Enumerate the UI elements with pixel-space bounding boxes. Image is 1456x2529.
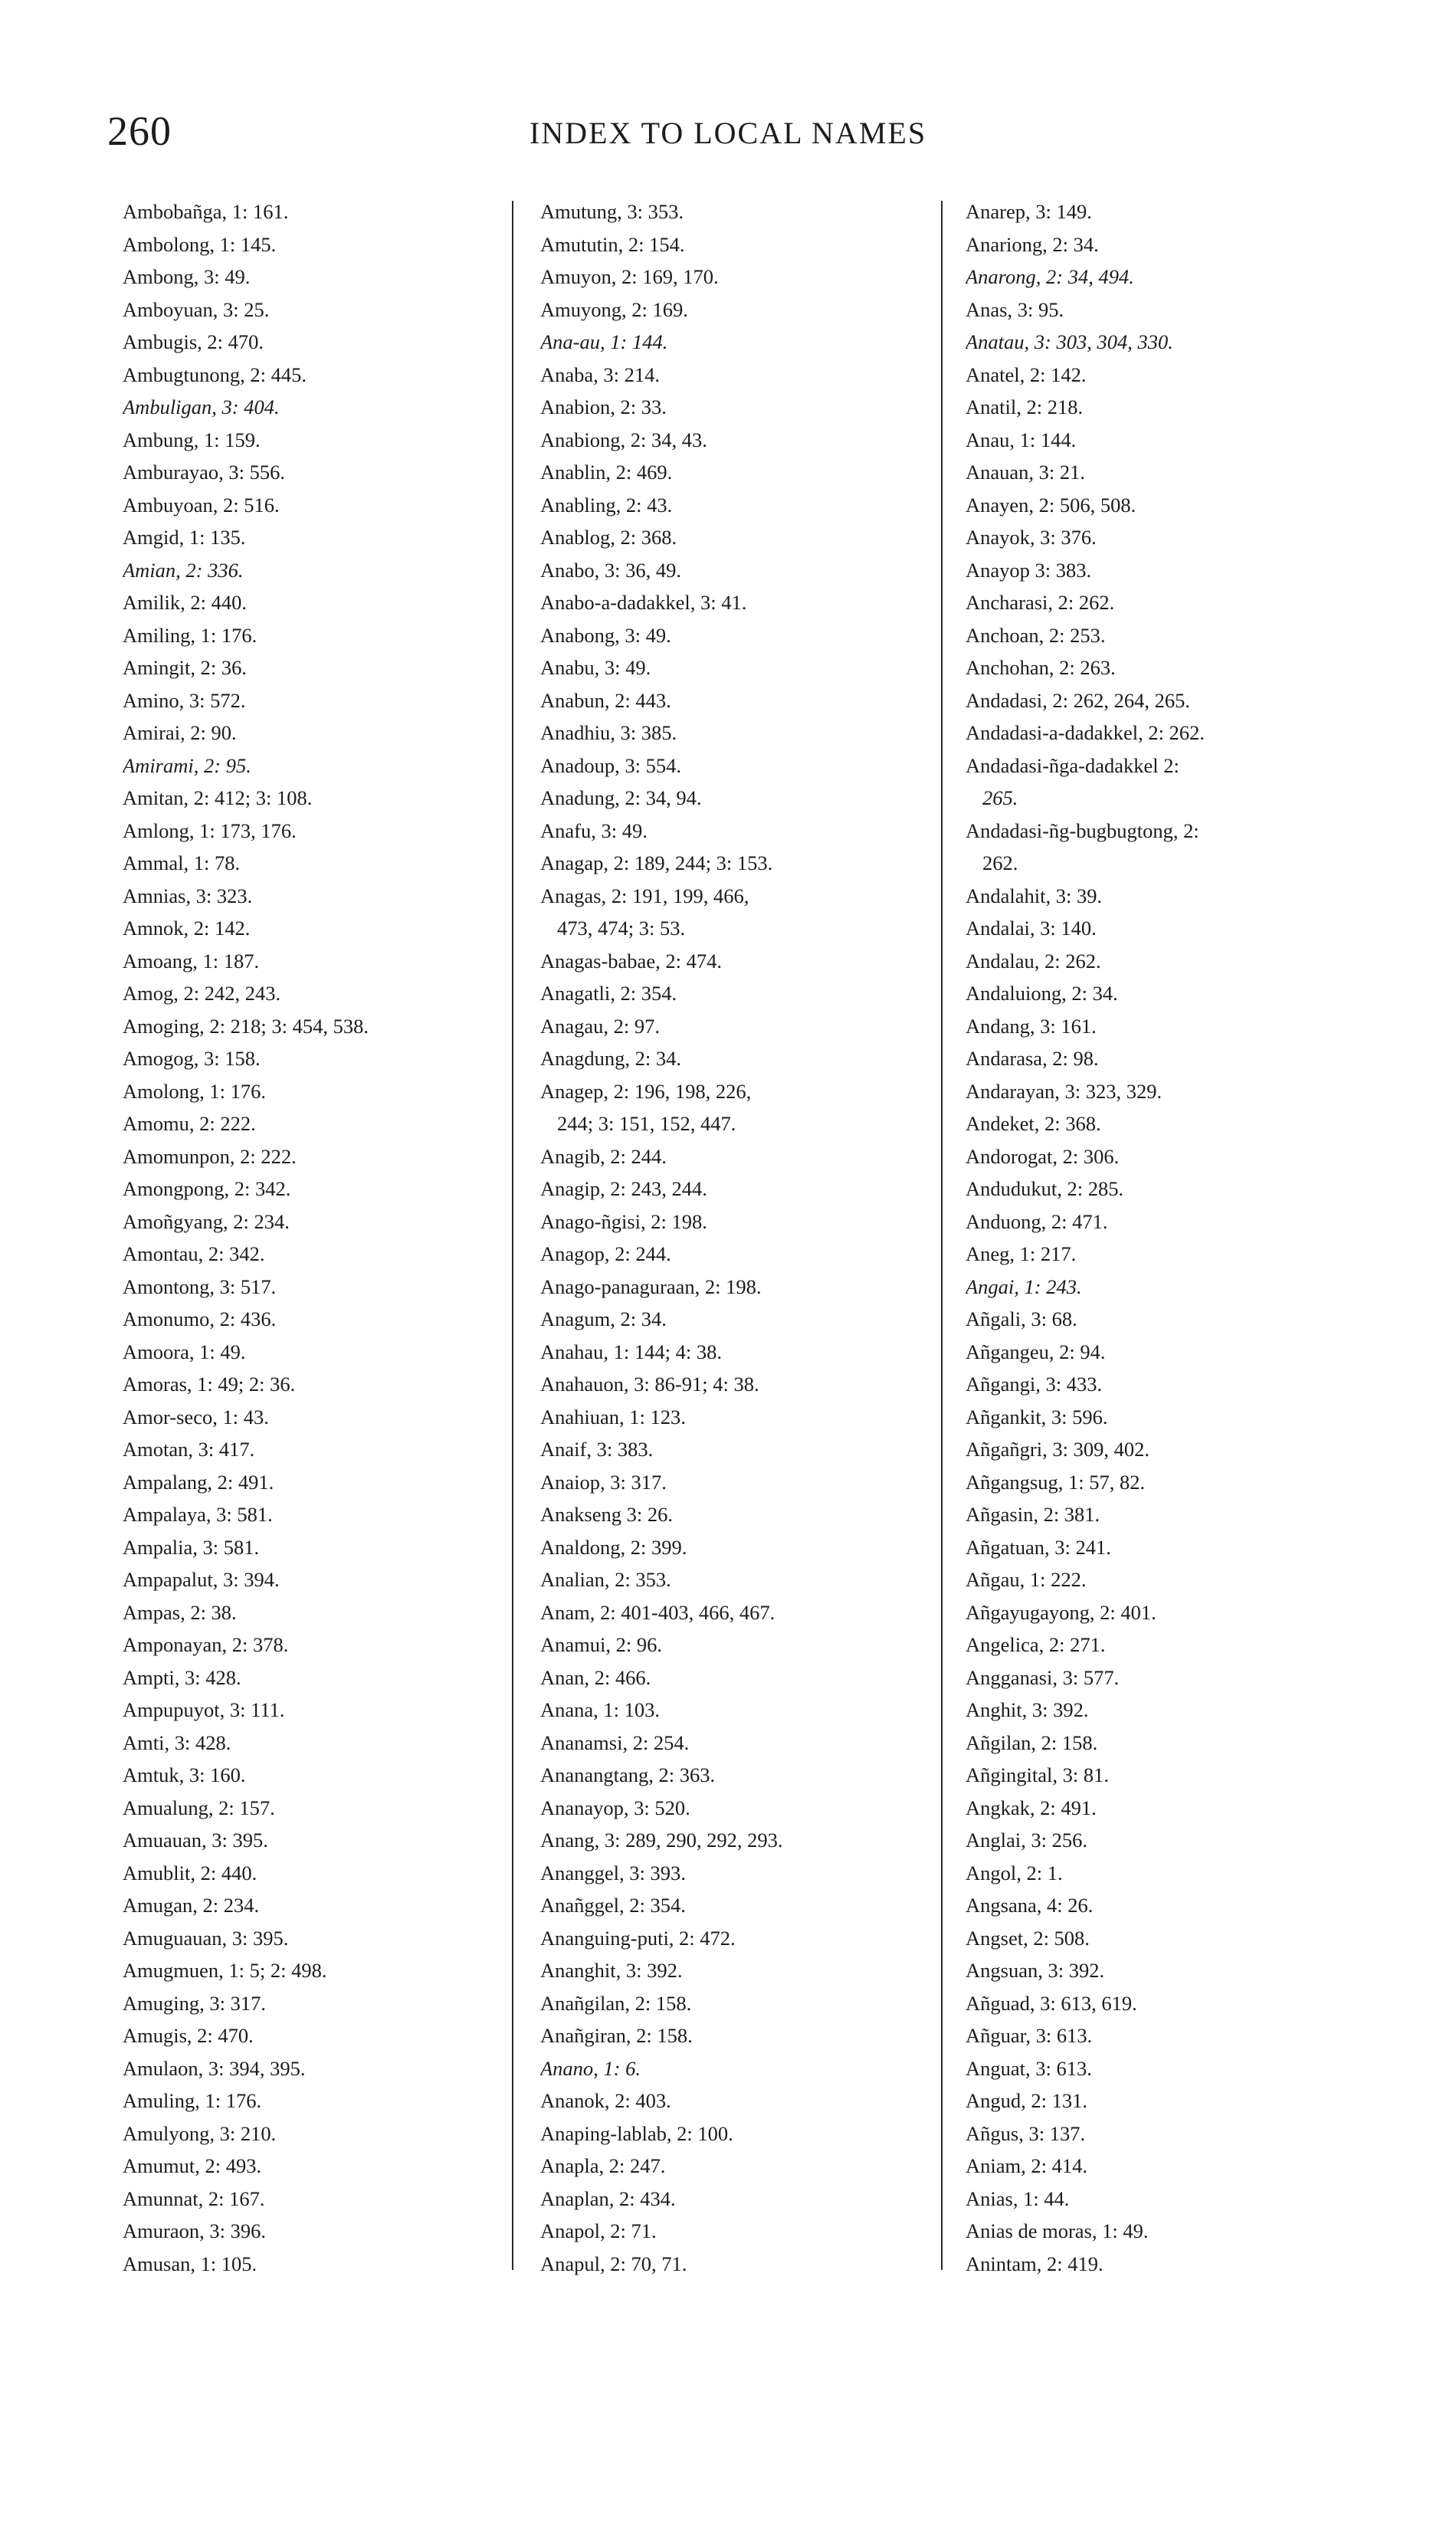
index-entry: Andalau, 2: 262. (966, 949, 1101, 973)
index-entry: Anau, 1: 144. (966, 428, 1077, 451)
index-entry: Ancharasi, 2: 262. (966, 591, 1115, 614)
index-entry: Ambung, 1: 159. (123, 428, 261, 451)
index-entry: Añgankit, 3: 596. (966, 1405, 1108, 1429)
index-entry: Amoang, 1: 187. (123, 949, 260, 973)
index-entry: Añgasin, 2: 381. (966, 1503, 1100, 1526)
index-entry: Anagib, 2: 244. (540, 1144, 667, 1168)
index-entry: Andarayan, 3: 323, 329. (966, 1079, 1163, 1103)
index-entry: Anaif, 3: 383. (540, 1438, 654, 1461)
index-entry: Amiling, 1: 176. (123, 623, 257, 647)
index-entry: Amomu, 2: 222. (123, 1112, 256, 1135)
index-entry: Amugan, 2: 234. (123, 1894, 260, 1917)
index-entry: Angsuan, 3: 392. (966, 1959, 1105, 1982)
index-entry: Añgatuan, 3: 241. (966, 1535, 1111, 1559)
index-entry: Amumut, 2: 493. (123, 2154, 262, 2177)
index-entry: Anañgilan, 2: 158. (540, 1991, 692, 2015)
index-entry: Anatau, 3: 303, 304, 330. (966, 330, 1173, 353)
index-entry: Anadoup, 3: 554. (540, 753, 682, 777)
index-entry: Angelica, 2: 271. (966, 1633, 1106, 1656)
index-entry: Anam, 2: 401-403, 466, 467. (540, 1600, 776, 1624)
index-entry: Amusan, 1: 105. (123, 2252, 257, 2275)
index-entry: Ananghit, 3: 392. (540, 1959, 683, 1982)
index-entry: Anghit, 3: 392. (966, 1698, 1089, 1721)
index-entry: Anayok, 3: 376. (966, 526, 1097, 549)
column-divider (512, 201, 513, 2270)
index-entry: Angol, 2: 1. (966, 1861, 1063, 1884)
index-entry: Anagap, 2: 189, 244; 3: 153. (540, 851, 773, 874)
index-entry: Andeket, 2: 368. (966, 1112, 1101, 1135)
index-entry: Anglai, 3: 256. (966, 1829, 1087, 1852)
index-entry: Anabiong, 2: 34, 43. (540, 428, 707, 451)
index-entry: Amogog, 3: 158. (123, 1047, 261, 1070)
index-entry: Andorogat, 2: 306. (966, 1144, 1120, 1168)
index-entry: Anabo-a-dadakkel, 3: 41. (540, 591, 747, 614)
index-entry: Amugis, 2: 470. (123, 2024, 254, 2047)
index-entry: Anas, 3: 95. (966, 297, 1064, 321)
index-entry: Anañggel, 2: 354. (540, 1894, 686, 1917)
index-entry: Andadasi, 2: 262, 264, 265. (966, 688, 1190, 712)
index-entry: Amino, 3: 572. (123, 688, 246, 712)
index-entry: Amgid, 1: 135. (123, 526, 246, 549)
index-entry: Anagdung, 2: 34. (540, 1047, 682, 1070)
index-entry: Amutung, 3: 353. (540, 200, 684, 223)
index-entry: Anarep, 3: 149. (966, 200, 1092, 223)
index-entry: Amog, 2: 242, 243. (123, 982, 281, 1005)
index-entry: Anaba, 3: 214. (540, 362, 661, 386)
index-entry: Anagip, 2: 243, 244. (540, 1177, 707, 1200)
index-entry: Andadasi-ñg-bugbugtong, 2: (966, 818, 1199, 842)
index-entry: Anagatli, 2: 354. (540, 982, 677, 1005)
index-entry: Añgau, 1: 222. (966, 1568, 1087, 1591)
index-entry: Amoging, 2: 218; 3: 454, 538. (123, 1014, 369, 1038)
index-entry: Ana-au, 1: 144. (540, 330, 668, 353)
index-entry: Ambugtunong, 2: 445. (123, 362, 307, 386)
index-entry: Amonumo, 2: 436. (123, 1307, 277, 1330)
index-entry: Añguar, 3: 613. (966, 2024, 1093, 2047)
index-entry: Anahau, 1: 144; 4: 38. (540, 1340, 722, 1363)
index-entry: Ampalia, 3: 581. (123, 1535, 260, 1559)
index-entry: Anayop 3: 383. (966, 558, 1092, 582)
page-number: 260 (107, 108, 172, 154)
index-entry: Ananok, 2: 403. (540, 2089, 671, 2112)
index-entry: Andaluiong, 2: 34. (966, 982, 1118, 1005)
index-entry: Añgali, 3: 68. (966, 1307, 1077, 1330)
index-entry: Angset, 2: 508. (966, 1926, 1090, 1950)
index-entry: Anias de moras, 1: 49. (966, 2219, 1149, 2242)
index-entry: Andalahit, 3: 39. (966, 884, 1103, 907)
index-entry: Anadung, 2: 34, 94. (540, 786, 702, 809)
index-entry: Ampti, 3: 428. (123, 1665, 241, 1689)
index-column-2 (540, 195, 939, 2280)
index-entry: Añgangi, 3: 433. (966, 1373, 1103, 1396)
index-column-3 (966, 195, 1364, 2280)
index-entry: Ananggel, 3: 393. (540, 1861, 686, 1884)
index-entry: Amtuk, 3: 160. (123, 1763, 246, 1786)
index-entry: Amti, 3: 428. (123, 1730, 231, 1754)
index-entry: Anariong, 2: 34. (966, 232, 1099, 256)
index-entry-continuation: 262. (982, 851, 1018, 874)
index-entry: Anchoan, 2: 253. (966, 623, 1106, 647)
index-entry: Anguat, 3: 613. (966, 2056, 1092, 2080)
index-entry: Ampas, 2: 38. (123, 1600, 237, 1624)
index-entry-continuation: 244; 3: 151, 152, 447. (557, 1112, 736, 1135)
index-entry-continuation: 265. (982, 786, 1018, 809)
index-entry: Anias, 1: 44. (966, 2186, 1070, 2210)
index-entry: Añgayugayong, 2: 401. (966, 1600, 1156, 1624)
index-entry: Anayen, 2: 506, 508. (966, 493, 1136, 517)
index-entry: Anintam, 2: 419. (966, 2252, 1103, 2275)
index-entry: Amolong, 1: 176. (123, 1079, 266, 1103)
index-entry: Ampalang, 2: 491. (123, 1470, 274, 1494)
index-entry: Amirami, 2: 95. (123, 753, 251, 777)
index-entry: Aniam, 2: 414. (966, 2154, 1087, 2177)
index-entry: Ananangtang, 2: 363. (540, 1763, 716, 1786)
index-entry: Amututin, 2: 154. (540, 232, 685, 256)
index-entry: Ampalaya, 3: 581. (123, 1503, 273, 1526)
index-entry: Andudukut, 2: 285. (966, 1177, 1124, 1200)
index-entry: Anagep, 2: 196, 198, 226, (540, 1079, 752, 1103)
index-entry: Amnias, 3: 323. (123, 884, 253, 907)
index-entry: Anauan, 3: 21. (966, 461, 1086, 484)
index-entry: Anañgiran, 2: 158. (540, 2024, 693, 2047)
index-entry: Anago-ñgisi, 2: 198. (540, 1209, 707, 1233)
index-entry: Amublit, 2: 440. (123, 1861, 257, 1884)
index-entry: Amunnat, 2: 167. (123, 2186, 265, 2210)
index-entry: Ambolong, 1: 145. (123, 232, 277, 256)
index-entry: Ampupuyot, 3: 111. (123, 1698, 285, 1721)
index-entry: Amuauan, 3: 395. (123, 1829, 268, 1852)
index-entry: Angud, 2: 131. (966, 2089, 1087, 2112)
index-entry: Amburayao, 3: 556. (123, 461, 285, 484)
index-entry: Añgañgri, 3: 309, 402. (966, 1438, 1149, 1461)
index-entry: Amuyon, 2: 169, 170. (540, 265, 719, 288)
index-entry: Amilik, 2: 440. (123, 591, 247, 614)
index-entry: Amirai, 2: 90. (123, 721, 237, 744)
index-entry: Anchohan, 2: 263. (966, 656, 1116, 679)
index-entry: Añguad, 3: 613, 619. (966, 1991, 1137, 2015)
index-entry: Anabo, 3: 36, 49. (540, 558, 682, 582)
index-entry: Angkak, 2: 491. (966, 1796, 1097, 1819)
index-entry: Ambuyoan, 2: 516. (123, 493, 280, 517)
index-entry: Ampapalut, 3: 394. (123, 1568, 280, 1591)
index-entry: Anatil, 2: 218. (966, 395, 1084, 418)
index-entry: Anabu, 3: 49. (540, 656, 651, 679)
index-entry: Anahauon, 3: 86-91; 4: 38. (540, 1373, 759, 1396)
index-entry: Ambugis, 2: 470. (123, 330, 264, 353)
index-entry: Anarong, 2: 34, 494. (966, 265, 1134, 288)
index-entry: Anapul, 2: 70, 71. (540, 2252, 687, 2275)
index-entry: Andarasa, 2: 98. (966, 1047, 1099, 1070)
index-entry: Anabong, 3: 49. (540, 623, 671, 647)
index-entry: Amualung, 2: 157. (123, 1796, 275, 1819)
index-entry: Ammal, 1: 78. (123, 851, 241, 874)
index-entry: Amitan, 2: 412; 3: 108. (123, 786, 313, 809)
index-entry: Amian, 2: 336. (123, 558, 244, 582)
index-entry: Amontau, 2: 342. (123, 1242, 265, 1265)
index-entry: Anago-panaguraan, 2: 198. (540, 1274, 762, 1298)
index-entry: Angai, 1: 243. (966, 1274, 1082, 1298)
index-entry: Anapol, 2: 71. (540, 2219, 657, 2242)
index-entry: Amponayan, 2: 378. (123, 1633, 289, 1656)
index-entry: Anadhiu, 3: 385. (540, 721, 677, 744)
index-entry: Anagas-babae, 2: 474. (540, 949, 722, 973)
index-entry: Andang, 3: 161. (966, 1014, 1097, 1038)
index-entry: Anagop, 2: 244. (540, 1242, 671, 1265)
index-entry: Anakseng 3: 26. (540, 1503, 673, 1526)
index-entry: Añgilan, 2: 158. (966, 1730, 1098, 1754)
index-entry: Andadasi-a-dadakkel, 2: 262. (966, 721, 1205, 744)
index-entry: Añgangsug, 1: 57, 82. (966, 1470, 1146, 1494)
index-entry: Amor-seco, 1: 43. (123, 1405, 269, 1429)
index-entry: Anaping-lablab, 2: 100. (540, 2121, 733, 2145)
running-head: INDEX TO LOCAL NAMES (529, 116, 927, 150)
index-entry: Amulyong, 3: 210. (123, 2121, 277, 2145)
index-entry: Analdong, 2: 399. (540, 1535, 687, 1559)
index-entry: Ananguing-puti, 2: 472. (540, 1926, 736, 1950)
index-entry: Angsana, 4: 26. (966, 1894, 1094, 1917)
index-entry: Anahiuan, 1: 123. (540, 1405, 686, 1429)
index-entry: Anaiop, 3: 317. (540, 1470, 667, 1494)
index-entry: Anang, 3: 289, 290, 292, 293. (540, 1829, 783, 1852)
index-entry: Andalai, 3: 140. (966, 917, 1097, 940)
index-entry: Anagum, 2: 34. (540, 1307, 667, 1330)
index-entry: Ananamsi, 2: 254. (540, 1730, 690, 1754)
index-entry: Amuling, 1: 176. (123, 2089, 262, 2112)
index-entry: Anabion, 2: 33. (540, 395, 667, 418)
index-entry: Andadasi-ñga-dadakkel 2: (966, 753, 1179, 777)
index-column-1 (123, 195, 490, 2280)
index-entry: Añgus, 3: 137. (966, 2121, 1086, 2145)
index-entry-continuation: 473, 474; 3: 53. (557, 917, 686, 940)
index-entry: Anapla, 2: 247. (540, 2154, 666, 2177)
index-entry: Anablin, 2: 469. (540, 461, 673, 484)
index-entry: Ambobañga, 1: 161. (123, 200, 289, 223)
index-entry: Anabling, 2: 43. (540, 493, 673, 517)
index-entry: Analian, 2: 353. (540, 1568, 671, 1591)
index-entry: Anamui, 2: 96. (540, 1633, 662, 1656)
index-entry: Amongpong, 2: 342. (123, 1177, 291, 1200)
index-entry: Amboyuan, 3: 25. (123, 297, 270, 321)
index-entry: Anan, 2: 466. (540, 1665, 651, 1689)
column-divider (941, 201, 943, 2270)
index-entry: Anablog, 2: 368. (540, 526, 677, 549)
index-entry: Anduong, 2: 471. (966, 1209, 1108, 1233)
index-entry: Anana, 1: 103. (540, 1698, 661, 1721)
index-entry: Amulaon, 3: 394, 395. (123, 2056, 306, 2080)
index-entry: Anano, 1: 6. (540, 2056, 641, 2080)
index-entry: Amuraon, 3: 396. (123, 2219, 266, 2242)
index-entry: Amlong, 1: 173, 176. (123, 818, 297, 842)
index-entry: Amnok, 2: 142. (123, 917, 251, 940)
index-entry: Amuging, 3: 317. (123, 1991, 266, 2015)
index-entry: Anatel, 2: 142. (966, 362, 1087, 386)
index-entry: Angganasi, 3: 577. (966, 1665, 1120, 1689)
index-entry: Anafu, 3: 49. (540, 818, 648, 842)
index-entry: Amoora, 1: 49. (123, 1340, 246, 1363)
index-entry: Anabun, 2: 443. (540, 688, 671, 712)
index-entry: Anaplan, 2: 434. (540, 2186, 676, 2210)
index-entry: Ambuligan, 3: 404. (123, 395, 280, 418)
index-entry: Anagau, 2: 97. (540, 1014, 661, 1038)
index-entry: Amoras, 1: 49; 2: 36. (123, 1373, 296, 1396)
index-entry: Amotan, 3: 417. (123, 1438, 255, 1461)
index-entry: Amingit, 2: 36. (123, 656, 247, 679)
index-entry: Amuguauan, 3: 395. (123, 1926, 289, 1950)
index-entry: Amugmuen, 1: 5; 2: 498. (123, 1959, 327, 1982)
index-entry: Amontong, 3: 517. (123, 1274, 277, 1298)
index-entry: Añgingital, 3: 81. (966, 1763, 1109, 1786)
index-entry: Amuyong, 2: 169. (540, 297, 688, 321)
index-entry: Ananayop, 3: 520. (540, 1796, 690, 1819)
index-entry: Amoñgyang, 2: 234. (123, 1209, 290, 1233)
index-entry: Amomunpon, 2: 222. (123, 1144, 297, 1168)
index-entry: Ambong, 3: 49. (123, 265, 251, 288)
index-entry: Añgangeu, 2: 94. (966, 1340, 1106, 1363)
index-entry: Aneg, 1: 217. (966, 1242, 1077, 1265)
index-entry: Anagas, 2: 191, 199, 466, (540, 884, 749, 907)
